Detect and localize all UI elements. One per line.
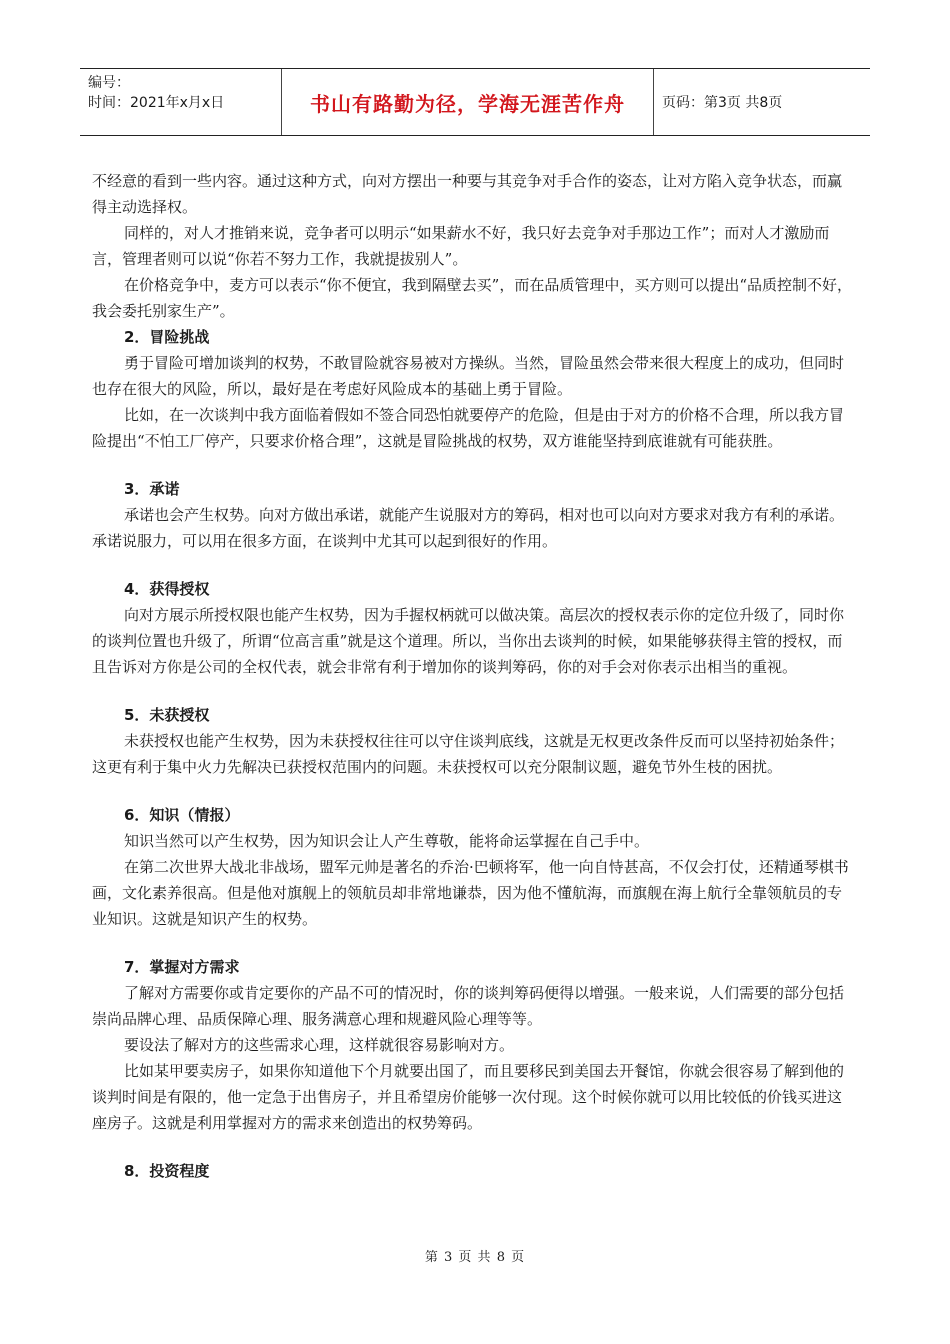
section-heading: 6．知识（情报） bbox=[124, 806, 240, 824]
page-header bbox=[80, 68, 870, 136]
section-heading: 2．冒险挑战 bbox=[124, 328, 210, 346]
footer-page-number: 第 3 页 共 8 页 bbox=[424, 1250, 526, 1265]
page-footer bbox=[0, 1246, 950, 1265]
paragraph: 知识当然可以产生权势，因为知识会让人产生尊敬，能将命运掌握在自己手中。 bbox=[124, 832, 650, 850]
section-heading: 7．掌握对方需求 bbox=[124, 958, 240, 976]
paragraph: 承诺也会产生权势。向对方做出承诺，就能产生说服对方的筹码，相对也可以向对方要求对我方有利的承诺。承诺说服力，可以用在很多方面，在谈判中尤其可以起到很好的作用。 bbox=[92, 506, 845, 550]
paragraph: 比如，在一次谈判中我方面临着假如不签合同恐怕就要停产的危险，但是由于对方的价格不合理，所以我方冒险提出“不怕工厂停产，只要求价格合理”，这就是冒险挑战的权势，双方谁能坚持到底谁就有可能获胜。 bbox=[92, 406, 845, 450]
section-heading: 8．投资程度 bbox=[124, 1162, 210, 1180]
paragraph: 未获授权也能产生权势，因为未获授权往往可以守住谈判底线，这就是无权更改条件反而可以坚持初始条件；这更有利于集中火力先解决已获授权范围内的问题。未获授权可以充分限制议题，避免节外生枝的困扰。 bbox=[92, 732, 845, 776]
document-body bbox=[92, 168, 854, 1184]
paragraph: 比如某甲要卖房子，如果你知道他下个月就要出国了，而且要移民到美国去开餐馆，你就会很容易了解到他的谈判时间是有限的，他一定急于出售房子，并且希望房价能够一次付现。这个时候你就可以用比较低的价钱买进这座房子。这就是利用掌握对方的需求来创造出的权势筹码。 bbox=[92, 1062, 845, 1132]
section-heading: 4．获得授权 bbox=[124, 580, 210, 598]
header-meta bbox=[80, 69, 282, 135]
paragraph: 在价格竞争中，麦方可以表示“你不便宜，我到隔壁去买”，而在品质管理中，买方则可以提出“品质控制不好，我会委托别家生产”。 bbox=[92, 276, 853, 320]
spacer bbox=[92, 454, 854, 476]
spacer bbox=[92, 680, 854, 702]
paragraph: 同样的，对人才推销来说，竞争者可以明示“如果薪水不好，我只好去竞争对手那边工作”；而对人才激励而言，管理者则可以说“你若不努力工作，我就提拔别人”。 bbox=[92, 224, 830, 268]
spacer bbox=[92, 1136, 854, 1158]
spacer bbox=[92, 932, 854, 954]
paragraph: 要设法了解对方的这些需求心理，这样就很容易影响对方。 bbox=[124, 1036, 515, 1054]
section-heading: 3．承诺 bbox=[124, 480, 180, 498]
paragraph: 不经意的看到一些内容。通过这种方式，向对方摆出一种要与其竞争对手合作的姿态，让对方陷入竞争状态，而赢得主动选择权。 bbox=[92, 172, 843, 216]
header-motto: 书山有路勤为径，学海无涯苦作舟 bbox=[310, 91, 625, 116]
number-label: 编号： bbox=[88, 75, 130, 91]
paragraph: 向对方展示所授权限也能产生权势，因为手握权柄就可以做决策。高层次的授权表示你的定位升级了，同时你的谈判位置也升级了，所谓“位高言重”就是这个道理。所以，当你出去谈判的时候，如果能够获得主管的授权，而且告诉对方你是公司的全权代表，就会非常有利于增加你的谈判筹码，你的对手会对你表示出相当的重视。 bbox=[92, 606, 845, 676]
paragraph: 勇于冒险可增加谈判的权势，不敢冒险就容易被对方操纵。当然，冒险虽然会带来很大程度上的成功，但同时也存在很大的风险，所以，最好是在考虑好风险成本的基础上勇于冒险。 bbox=[92, 354, 845, 398]
spacer bbox=[92, 554, 854, 576]
header-motto-cell bbox=[282, 69, 654, 135]
header-page-cell bbox=[654, 69, 870, 135]
spacer bbox=[92, 780, 854, 802]
section-heading: 5．未获授权 bbox=[124, 706, 210, 724]
time-label: 时间：2021年x月x日 bbox=[88, 95, 225, 111]
paragraph: 了解对方需要你或肯定要你的产品不可的情况时，你的谈判筹码便得以增强。一般来说，人们需要的部分包括崇尚品牌心理、品质保障心理、服务满意心理和规避风险心理等等。 bbox=[92, 984, 845, 1028]
paragraph: 在第二次世界大战北非战场，盟军元帅是著名的乔治·巴顿将军，他一向自恃甚高，不仅会打仗，还精通琴棋书画，文化素养很高。但是他对旗舰上的领航员却非常地谦恭，因为他不懂航海，而旗舰在海上航行全靠领航员的专业知识。这就是知识产生的权势。 bbox=[92, 858, 849, 928]
page-label: 页码：第3页 共8页 bbox=[662, 95, 783, 111]
